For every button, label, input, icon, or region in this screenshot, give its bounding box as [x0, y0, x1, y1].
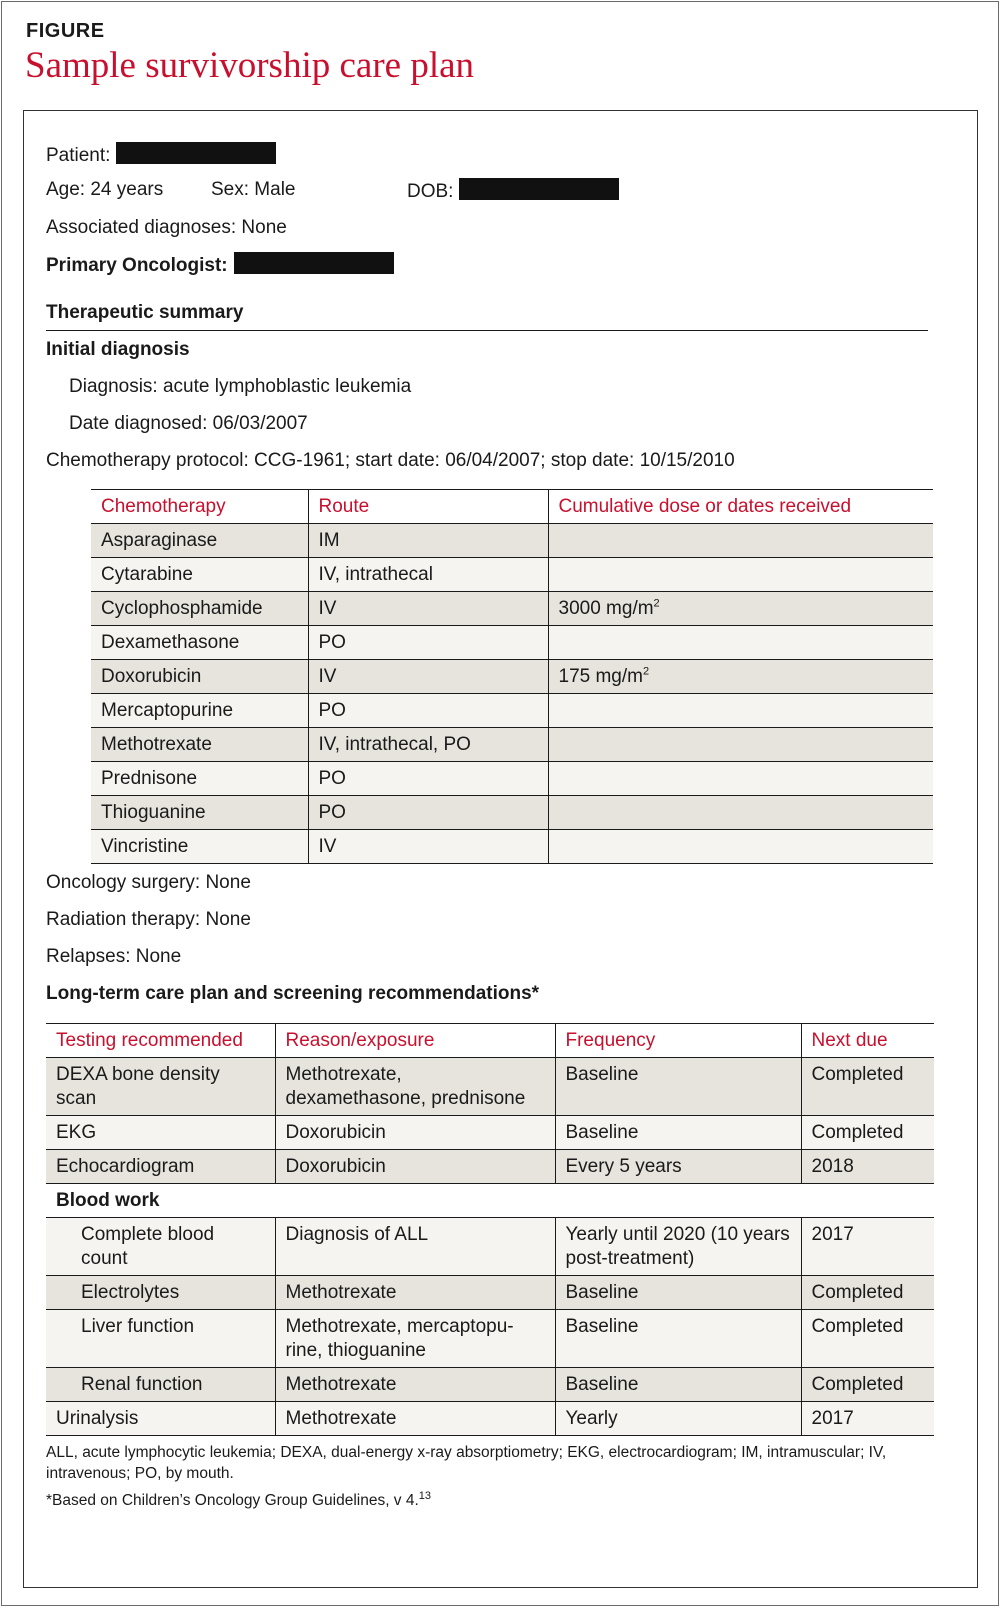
table-row — [91, 626, 933, 660]
reason-cell: Methotrexate — [275, 1368, 555, 1402]
frequency-cell: Baseline — [555, 1116, 801, 1150]
next-due-cell: Completed — [801, 1276, 934, 1310]
dose-cell — [548, 660, 933, 694]
figure-label: FIGURE — [26, 20, 105, 42]
table-row — [91, 796, 933, 830]
redacted-patient-name — [116, 142, 276, 164]
table-row — [46, 1310, 934, 1368]
dose-cell — [548, 524, 933, 558]
next-due-cell: Completed — [801, 1310, 934, 1368]
column-header: Reason/exposure — [275, 1024, 555, 1058]
figure-page — [1, 1, 999, 1606]
next-due-cell: Completed — [801, 1058, 934, 1116]
redacted-oncologist — [234, 252, 394, 274]
dose-cell — [548, 728, 933, 762]
table-row — [91, 592, 933, 626]
superscript: 2 — [642, 665, 650, 678]
route-cell: IV, intrathecal, PO — [308, 728, 548, 762]
route-cell: IV, intrathecal — [308, 558, 548, 592]
redacted-dob — [459, 178, 619, 200]
reason-cell: Doxorubicin — [275, 1116, 555, 1150]
test-cell: Renal function — [46, 1368, 275, 1402]
screening-table — [46, 1023, 934, 1436]
route-cell: PO — [308, 694, 548, 728]
superscript: 2 — [653, 597, 660, 610]
reason-cell: Methotrexate, mercaptopu-rine, thioguanine — [275, 1310, 555, 1368]
reason-cell: Methotrexate — [275, 1402, 555, 1436]
drug-cell: Methotrexate — [91, 728, 308, 762]
abbreviations-footnote: ALL, acute lymphocytic leukemia; DEXA, dual-energy x-ray absorptiometry; EKG, electrocardiogram; IM, intramuscular; IV, intravenous; PO, by mouth. — [46, 1444, 887, 1482]
frequency-cell: Baseline — [555, 1276, 801, 1310]
dose-cell — [548, 762, 933, 796]
reference-number: 13 — [418, 1489, 432, 1502]
frequency-cell: Baseline — [555, 1368, 801, 1402]
reason-cell: Methotrexate — [275, 1276, 555, 1310]
table-row — [46, 1116, 934, 1150]
table-row — [91, 660, 933, 694]
route-cell: IV — [308, 660, 548, 694]
drug-cell: Cytarabine — [91, 558, 308, 592]
dose-cell — [548, 558, 933, 592]
relapses-text: Relapses: None — [46, 946, 182, 967]
test-cell: DEXA bone density scan — [46, 1058, 275, 1116]
table-row — [46, 1368, 934, 1402]
diagnosis-text: Diagnosis: acute lymphoblastic leukemia — [69, 376, 412, 397]
column-header: Next due — [801, 1024, 934, 1058]
frequency-cell: Yearly until 2020 (10 years post-treatment) — [555, 1218, 801, 1276]
column-header: Chemotherapy — [91, 490, 308, 524]
patient-line — [46, 142, 276, 168]
care-plan-box — [23, 110, 978, 1588]
drug-cell: Thioguanine — [91, 796, 308, 830]
drug-cell: Mercaptopurine — [91, 694, 308, 728]
test-cell: Echocardiogram — [46, 1150, 275, 1184]
test-cell: Electrolytes — [46, 1276, 275, 1310]
reason-cell: Methotrexate, dexamethasone, prednisone — [275, 1058, 555, 1116]
associated-diagnoses: Associated diagnoses: None — [46, 217, 287, 238]
date-diagnosed-text: Date diagnosed: 06/03/2007 — [69, 413, 308, 434]
route-cell: IV — [308, 592, 548, 626]
table-header-row — [46, 1024, 934, 1058]
table-row — [91, 762, 933, 796]
dose-cell — [548, 830, 933, 864]
age-text: Age: 24 years — [46, 179, 164, 200]
table-row — [91, 728, 933, 762]
drug-cell: Cyclophosphamide — [91, 592, 308, 626]
table-row — [91, 524, 933, 558]
test-cell: Liver function — [46, 1310, 275, 1368]
blood-work-heading: Blood work — [46, 1184, 934, 1218]
initial-diagnosis-heading: Initial diagnosis — [46, 339, 190, 360]
frequency-cell: Baseline — [555, 1058, 801, 1116]
next-due-cell: Completed — [801, 1116, 934, 1150]
source-text: *Based on Children’s Oncology Group Guidelines, v 4. — [46, 1492, 419, 1509]
therapeutic-summary-heading: Therapeutic summary — [46, 302, 244, 323]
blood-work-section-row — [46, 1184, 934, 1218]
dose-value: 3000 mg/m — [558, 598, 654, 619]
next-due-cell: Completed — [801, 1368, 934, 1402]
drug-cell: Doxorubicin — [91, 660, 308, 694]
table-row — [46, 1276, 934, 1310]
surgery-text: Oncology surgery: None — [46, 872, 251, 893]
table-row — [91, 558, 933, 592]
next-due-cell: 2018 — [801, 1150, 934, 1184]
dose-cell — [548, 592, 933, 626]
chemotherapy-table — [91, 489, 933, 864]
dob-line — [407, 178, 619, 204]
route-cell: IM — [308, 524, 548, 558]
frequency-cell: Baseline — [555, 1310, 801, 1368]
protocol-text: Chemotherapy protocol: CCG-1961; start date: 06/04/2007; stop date: 10/15/2010 — [46, 450, 735, 471]
dose-cell — [548, 694, 933, 728]
table-header-row — [91, 490, 933, 524]
route-cell: PO — [308, 762, 548, 796]
next-due-cell: 2017 — [801, 1402, 934, 1436]
dose-cell — [548, 796, 933, 830]
table-row — [46, 1058, 934, 1116]
dose-value: 175 mg/m — [558, 666, 643, 687]
reason-cell: Diagnosis of ALL — [275, 1218, 555, 1276]
frequency-cell: Every 5 years — [555, 1150, 801, 1184]
route-cell: IV — [308, 830, 548, 864]
table-row — [91, 830, 933, 864]
table-row — [46, 1402, 934, 1436]
test-cell: Urinalysis — [46, 1402, 275, 1436]
source-footnote — [46, 1490, 936, 1511]
drug-cell: Dexamethasone — [91, 626, 308, 660]
table-row — [91, 694, 933, 728]
reason-cell: Doxorubicin — [275, 1150, 555, 1184]
dob-label: DOB: — [407, 181, 454, 202]
oncologist-label: Primary Oncologist: — [46, 255, 228, 276]
table-row — [46, 1150, 934, 1184]
sex-text: Sex: Male — [211, 179, 296, 200]
test-cell: Complete blood count — [46, 1218, 275, 1276]
column-header: Route — [308, 490, 548, 524]
patient-label: Patient: — [46, 145, 111, 166]
column-header: Frequency — [555, 1024, 801, 1058]
long-term-heading: Long-term care plan and screening recommendations* — [46, 983, 540, 1004]
section-divider — [46, 330, 928, 331]
figure-title: Sample survivorship care plan — [25, 45, 475, 86]
column-header: Testing recommended — [46, 1024, 275, 1058]
route-cell: PO — [308, 796, 548, 830]
drug-cell: Asparaginase — [91, 524, 308, 558]
next-due-cell: 2017 — [801, 1218, 934, 1276]
dose-cell — [548, 626, 933, 660]
test-cell: EKG — [46, 1116, 275, 1150]
oncologist-line — [46, 252, 394, 278]
table-row — [46, 1218, 934, 1276]
drug-cell: Vincristine — [91, 830, 308, 864]
radiation-text: Radiation therapy: None — [46, 909, 251, 930]
drug-cell: Prednisone — [91, 762, 308, 796]
frequency-cell: Yearly — [555, 1402, 801, 1436]
route-cell: PO — [308, 626, 548, 660]
column-header: Cumulative dose or dates received — [548, 490, 933, 524]
